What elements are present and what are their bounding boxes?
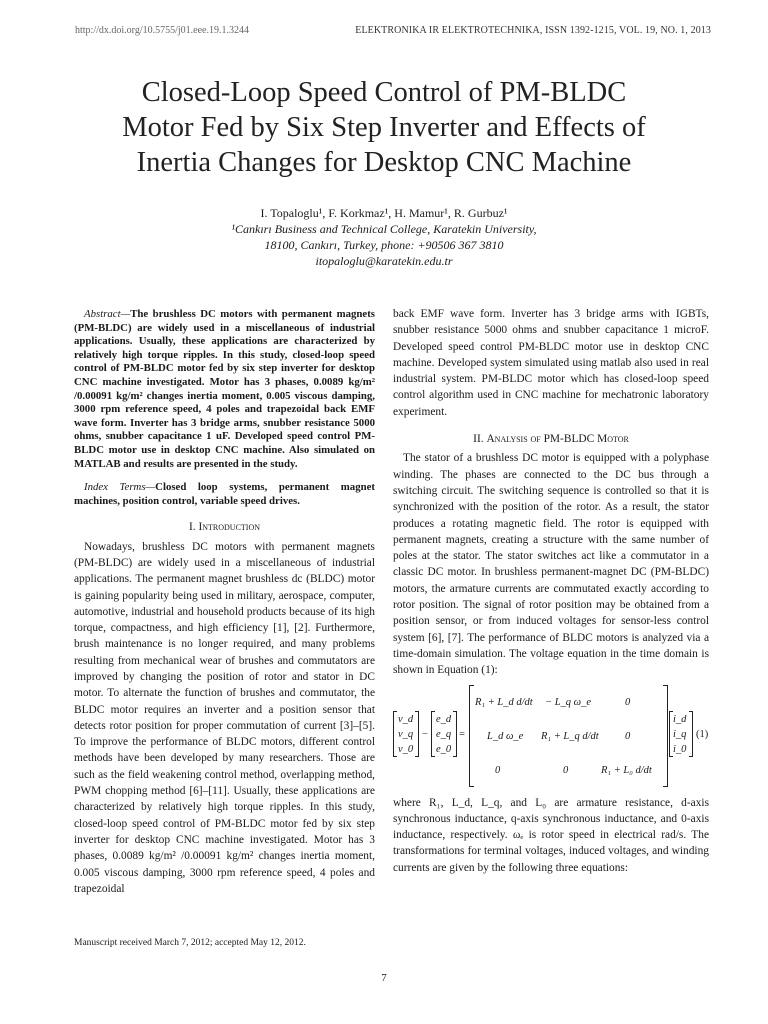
index-terms-lead: Index Terms— [84,481,156,494]
manuscript-footnote: Manuscript received March 7, 2012; accepted May 12, 2012. [74,938,306,948]
author-names: I. Topaloglu¹, F. Korkmaz¹, H. Mamur¹, R. Gurbuz¹ [260,206,508,220]
journal-header: ELEKTRONIKA IR ELEKTROTECHNIKA, ISSN 1392-1215, VOL. 19, NO. 1, 2013 [355,25,711,36]
paper-title [60,75,708,180]
eq-eq: e_q [436,728,452,740]
eq-v0: v_0 [398,743,414,755]
section-2-title-c: Motor [594,433,629,446]
eq-i0: i_0 [673,743,687,755]
analysis-paragraph: The stator of a brushless DC motor is equipped with a polyphase winding. The phases are connected to the DC bus through a switching circuit. The switching sequence is controlled so that it is synchronized with the position of the rotor. As a result, the stator produces a rotating magnetic field. The rotor is equipped with permanent magnets, creating a structure with the same number of poles at the stator. The stator switches act like a commutator in a classic DC motor. In brushless permanent-magnet DC (PM-BLDC) motors, the armature currents are commutated exactly according to rotor position. The signal of rotor position may be obtained from a position sensor, or from induced voltages for sensor-less control system [6], [7]. The performance of BLDC motors is analyzed via a time-domain simulation. The voltage equation in the time domain is shown in Equation (1): [393,452,709,677]
eq-iq: i_q [673,728,687,740]
eq-m33: R₁ + L₀ d/dt [601,764,652,776]
eq-vq: v_q [398,728,414,740]
equation-number: (1) [696,728,709,740]
eq-equals: = [459,728,465,740]
introduction-continued: back EMF wave form. Inverter has 3 bridge arms with IGBTs, snubber resistance 5000 ohms and snubber capacitance 1 microF. Developed speed control PM-BLDC motor use in desktop CNC machine. Developed system simulated using matlab also used in real industrial system. PM-BLDC motor which has closed-loop speed control algorithm used in CNC machine for mechatronic laboratory experiment. [393,308,709,418]
affiliation-line-1: ¹Cankırı Business and Technical College, Karatekin University, [231,222,537,236]
eq-m12: − L_q ω_e [545,696,591,708]
author-block [60,205,708,269]
abstract [74,308,375,471]
title-line-1: Closed-Loop Speed Control of PM-BLDC [141,77,627,108]
abstract-text: The brushless DC motors with permanent magnets (PM-BLDC) are widely used in a miscellaneous of industrial applications. Usually, these applications are characterized by relatively high torque ripples. In this study, closed-loop speed control of PM-BLDC motor fed by six step inverter for desktop CNC machine investigated. Motor has 3 phases, 0.0089 kg/m² /0.00091 kg/m² changes inertia moment, 0.005 viscous damping, 3000 rpm reference speed, 4 poles and trapezoidal back EMF wave form. Inverter has 3 bridge arms, snubber resistance 5000 ohms, snubber capacitance 1 uF. Developed speed control PM-BLDC motor use in desktop CNC machine. Also simulated on MATLAB and results are presented in the study. [74,308,375,470]
e-bracket-left [431,711,435,757]
matrix-bracket-right [663,685,668,787]
index-terms [74,481,375,508]
introduction-paragraph: Nowadays, brushless DC motors with permanent magnets (PM-BLDC) are widely used in a miscellaneous of industrial applications. The permanent magnet brushless dc (BLDC) motor is gaining popularity being used in military, aerospace, computer, automotive, industrial and household products because of its high torque, compactness, and high efficiency [1], [2]. Furthermore, brush maintenance is no longer required, and many problems resulting from mechanical wear of brushes and commutators are improved by changing the position of rotor and stator in DC motor. To alternate the function of brushes and commutator, the BLDC motor requires an inverter and a position sensor that detects rotor position for proper commutation of current [3]–[5]. To improve the performance of BLDC motors, different control methods have been developed by many researchers. Those are such as the field weakening control method, overlapping method, PWM chopping method [6]–[11]. Usually, these applications are characterized by relatively high torque ripples. In this study, closed-loop speed control of PM-BLDC motor fed by six step inverter for desktop CNC machine investigated. Motor has 3 phases, 0.0089 kg/m² /0.00091 kg/m² changes inertia moment, 0.005 viscous damping, 3000 rpm reference speed, 4 poles and trapezoidal [74,540,375,895]
left-column [74,308,375,897]
abstract-lead: Abstract— [84,308,131,320]
v-bracket-left [393,711,397,757]
eq-vd: v_d [398,713,414,725]
eq-id: i_d [673,713,687,725]
v-bracket-right [415,711,419,757]
eq-e0: e_0 [436,743,452,755]
i-bracket-right [689,711,693,757]
page-number: 7 [381,972,387,984]
eq-m21: L_d ω_e [487,730,524,742]
equation-explanation: where R₁, L_d, L_q, and L₀ are armature resistance, d-axis synchronous inductance, q-axis synchronous inductance, and 0-axis inductance, respectively. ωₑ is rotor speed in electrical rad/s. The transformations for terminal voltages, induced voltages, and winding currents are given by the following three equations: [393,796,709,874]
title-line-2: Motor Fed by Six Step Inverter and Effects of [122,112,646,143]
eq-minus: − [422,728,428,740]
eq-m32: 0 [563,764,569,776]
index-terms-text: Closed loop systems, permanent magnet machines, position control, variable speed drives. [74,481,375,507]
eq-m31: 0 [495,764,501,776]
eq-m11: R₁ + L_d d/dt [475,696,533,708]
equation-1 [393,685,709,789]
title-line-3: Inertia Changes for Desktop CNC Machine [136,147,632,178]
e-bracket-right [453,711,457,757]
section-2-title-b: PM-BLDC [543,433,595,446]
section-heading-analysis [393,431,709,447]
doi-link[interactable]: http://dx.doi.org/10.5755/j01.eee.19.1.3244 [75,25,249,36]
section-heading-introduction [74,519,375,535]
section-1-number: I. [188,521,199,534]
matrix-bracket-left [469,685,474,787]
eq-ed: e_d [436,713,452,725]
author-email[interactable]: itopaloglu@karatekin.edu.tr [315,254,453,268]
affiliation-line-2: 18100, Cankırı, Turkey, phone: +90506 367 3810 [264,238,504,252]
eq-m22: R₁ + L_q d/dt [541,730,599,742]
section-2-number: II. [473,433,487,446]
right-column [393,306,709,876]
eq-m13: 0 [625,696,631,708]
section-1-title: Introduction [198,521,261,534]
eq-m23: 0 [625,730,631,742]
section-2-title-a: Analysis of [486,433,544,446]
